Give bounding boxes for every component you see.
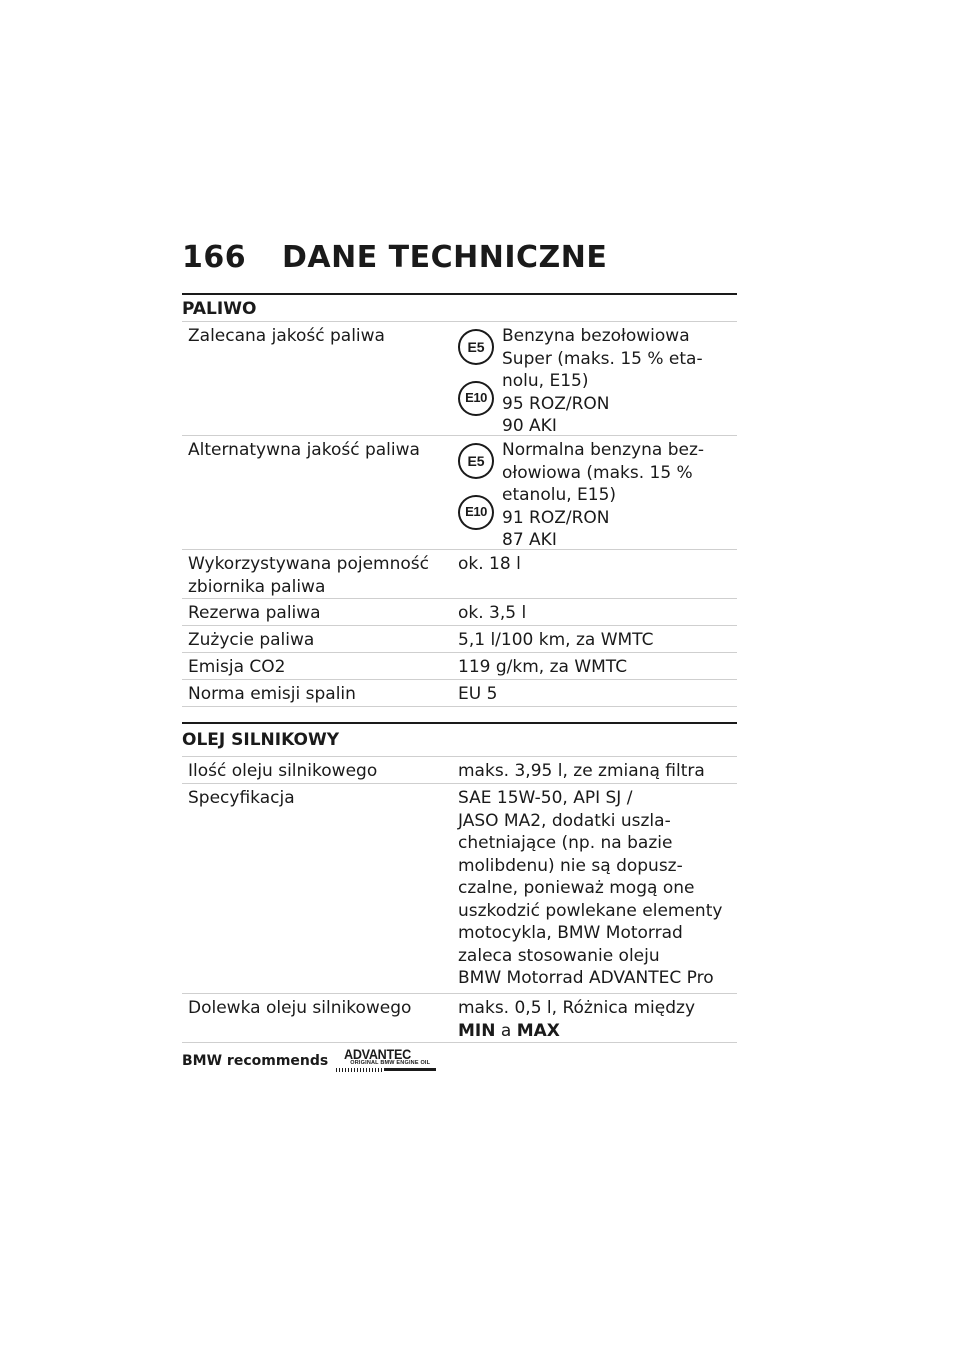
recommends-text: BMW recommends <box>182 1053 329 1069</box>
page-title <box>182 240 607 275</box>
oil-heading: OLEJ SILNIKOWY <box>182 722 737 757</box>
row-value: maks. 3,95 l, ze zmianą filtra <box>458 761 705 781</box>
row-label: Dolewka oleju silnikowego <box>188 998 412 1018</box>
row-label: Zużycie paliwa <box>188 630 315 650</box>
row-value: 5,1 l/100 km, za WMTC <box>458 630 654 650</box>
row-value: ok. 3,5 l <box>458 603 527 623</box>
row-label: Emisja CO2 <box>188 657 286 677</box>
logo-subtitle: ORIGINAL BMW ENGINE OIL <box>350 1060 431 1066</box>
logo-stripe-icon <box>336 1068 446 1072</box>
e5-fuel-icon: E5 <box>458 329 494 365</box>
row-label: Alternatywna jakość paliwa <box>188 440 420 460</box>
e5-fuel-icon: E5 <box>458 443 494 479</box>
row-value: Normalna benzyna bez- ołowiowa (maks. 15 % etanolu, E15) 91 ROZ/RON 87 AKI <box>502 440 705 550</box>
page-number: 166 <box>182 240 247 275</box>
table-row <box>182 653 737 680</box>
table-row <box>182 550 737 599</box>
row-label: Zalecana jakość paliwa <box>188 326 385 346</box>
e10-fuel-icon: E10 <box>458 381 494 417</box>
chapter-title: DANE TECHNICZNE <box>282 240 608 275</box>
oil-section <box>182 722 737 1043</box>
row-value: 119 g/km, za WMTC <box>458 657 628 677</box>
row-value: Benzyna bezołowiowa Super (maks. 15 % eta- nolu, E15) 95 ROZ/RON 90 AKI <box>502 326 703 436</box>
e10-fuel-icon: E10 <box>458 495 494 531</box>
row-label: Rezerwa paliwa <box>188 603 321 623</box>
row-label: Norma emisji spalin <box>188 684 356 704</box>
row-label: Specyfikacja <box>188 788 295 808</box>
table-row <box>182 599 737 626</box>
table-row <box>182 322 737 436</box>
table-row <box>182 784 737 994</box>
oil-recommendation <box>182 1046 446 1072</box>
min-mark: MIN <box>458 1020 496 1041</box>
row-value: EU 5 <box>458 684 498 704</box>
table-row <box>182 626 737 653</box>
row-label: Ilość oleju silnikowego <box>188 761 378 781</box>
table-row <box>182 994 737 1043</box>
logo-brand: ADVANTEC <box>344 1046 412 1062</box>
table-row <box>182 436 737 550</box>
advantec-logo <box>336 1046 446 1072</box>
fuel-heading: PALIWO <box>182 293 737 322</box>
fuel-section <box>182 293 737 707</box>
row-value: maks. 0,5 l, Różnica między MIN a MAX <box>458 998 696 1041</box>
row-value: ok. 18 l <box>458 554 521 574</box>
row-label: Wykorzystywana pojemność zbiornika paliwa <box>188 554 429 597</box>
row-value: SAE 15W-50, API SJ / JASO MA2, dodatki uszla- chetniające (np. na bazie molibdenu) nie są dopusz- czalne, ponieważ mogą one uszkodzić powlekane elementy motocykla, BMW Motorrad zaleca stosowanie oleju BMW Motorrad ADVANTEC Pro <box>458 788 723 988</box>
table-row <box>182 757 737 784</box>
table-row <box>182 680 737 707</box>
max-mark: MAX <box>516 1020 560 1041</box>
